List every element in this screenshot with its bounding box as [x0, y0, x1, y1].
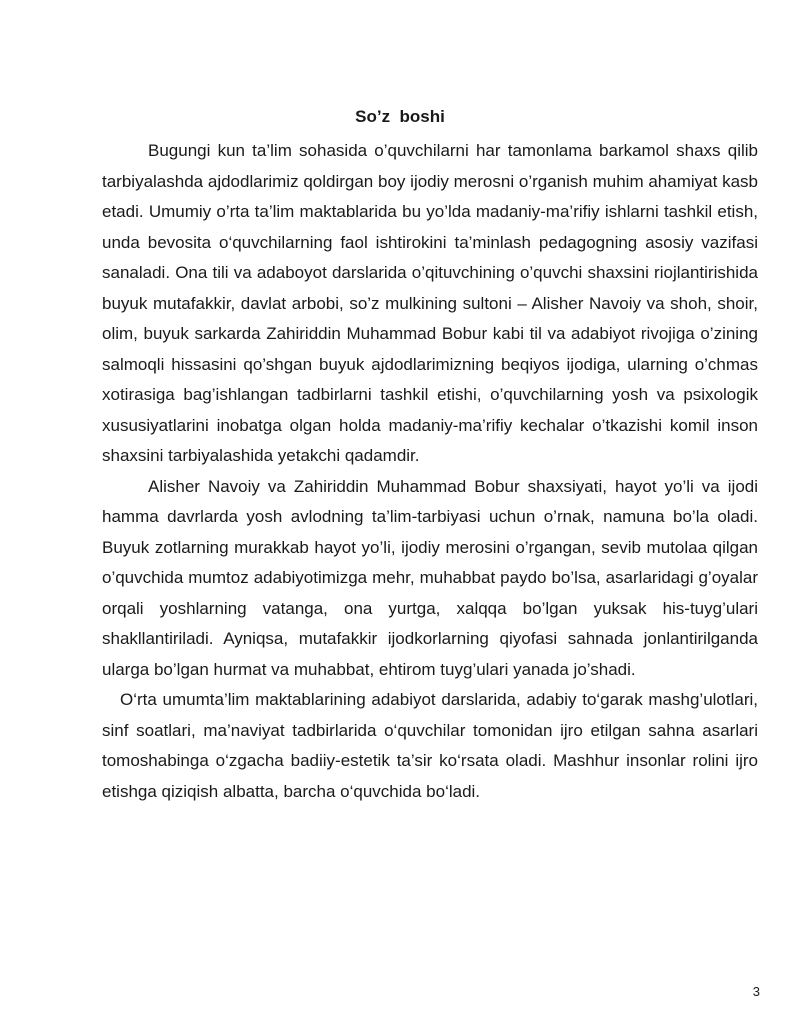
paragraph-3: O‘rta umumta’lim maktablarining adabiyot darslarida, adabiy to‘garak mashg’ulotlari, sinf soatlari, ma’naviyat tadbirlarida o‘quvchilar tomonidan ijro etilgan sahna asarlari tomoshabinga o‘zgacha badiiy-estetik ta’sir ko‘rsata oladi. Mashhur insonlar rolini ijro etishga qiziqish albatta, barcha o‘quvchida bo‘ladi.: [102, 690, 758, 801]
paragraph-1: Bugungi kun ta’lim sohasida o’quvchilarni har tamonlama barkamol shaxs qilib tarbiyalashda ajdodlarimiz qoldirgan boy ijodiy merosni o’rganish muhim ahamiyat kasb etadi. Umumiy o’rta ta’lim maktablarida bu yo’lda madaniy-ma’rifiy ishlarni tashkil etish, unda bevosita o‘quvchilarning faol ishtirokini ta’minlash pedagogning asosiy vazifasi sanaladi. Ona tili va adaboyot darslarida o’qituvchining o’quvchi shaxsini riojlantirishida buyuk mutafakkir, davlat arbobi, so’z mulkining sultoni – Alisher Navoiy va shoh, shoir, olim, buyuk sarkarda Zahiriddin Muhammad Bobur kabi til va adabiyot rivojiga o’zining salmoqli hissasini qo’shgan buyuk ajdodlarimizning beqiyos ijodiga, ularning o’chmas xotirasiga bag’ishlangan tadbirlarni tashkil etishi, o’quvchilarning yosh va psixologik xususiyatlarini inobatga olgan holda madaniy-ma’rifiy kechalar o’tkazishi komil inson shaxsini tarbiyalashida yetakchi qadamdir.: [102, 141, 758, 465]
page-number: 3: [752, 984, 760, 999]
page-title: So’z boshi: [355, 107, 445, 126]
document-body: [102, 136, 758, 807]
paragraph-2: Alisher Navoiy va Zahiriddin Muhammad Bobur shaxsiyati, hayot yo’li va ijodi hamma davrlarda yosh avlodning ta’lim-tarbiyasi uchun o’rnak, namuna bo’la oladi. Buyuk zotlarning murakkab hayot yo’li, ijodiy merosini o’rgangan, sevib mutolaa qilgan o’quvchida mumtoz adabiyotimizga mehr, muhabbat paydo bo’lsa, asarlaridagi g’oyalar orqali yoshlarning vatanga, ona yurtga, xalqqa bo’lgan yuksak his-tuyg’ulari shakllantiriladi. Ayniqsa, mutafakkir ijodkorlarning qiyofasi sahnada jonlantirilganda ularga bo’lgan hurmat va muhabbat, ehtirom tuyg’ulari yanada jo’shadi.: [102, 476, 758, 679]
